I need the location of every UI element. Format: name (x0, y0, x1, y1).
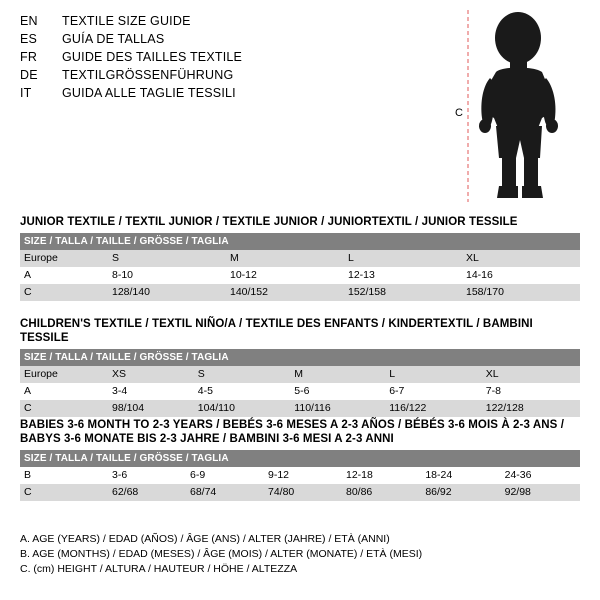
value-cell: 152/158 (344, 284, 462, 301)
size-cell: L (344, 250, 462, 267)
row-label: C (20, 484, 108, 501)
table-header-row (20, 233, 580, 250)
section-title: BABIES 3-6 MONTH TO 2-3 YEARS / BEBÉS 3-6 MESES A 2-3 AÑOS / BÉBÉS 3-6 MOIS À 2-3 ANS / BABYS 3-6 MONATE BIS 2-3 JAHRE / BAMBINI 3-6 MESI A 2-3 ANNI (20, 419, 564, 445)
language-row (20, 86, 440, 104)
section-junior (20, 215, 580, 301)
size-cell: M (290, 366, 385, 383)
value-cell: 86/92 (421, 484, 500, 501)
size-header-label: SIZE / TALLA / TAILLE / GRÖSSE / TAGLIA (24, 236, 229, 247)
value-cell: 10-12 (226, 267, 344, 284)
junior-size-table (20, 233, 580, 301)
language-code: DE (20, 68, 38, 82)
table-row (20, 250, 580, 267)
value-cell: 12-18 (342, 467, 421, 484)
language-row (20, 14, 440, 32)
table-row (20, 267, 580, 284)
value-cell: 4-5 (194, 383, 291, 400)
size-header-label: SIZE / TALLA / TAILLE / GRÖSSE / TAGLIA (24, 453, 229, 464)
table-row (20, 284, 580, 301)
language-title: GUIDE DES TAILLES TEXTILE (62, 50, 243, 64)
table-row (20, 366, 580, 383)
value-cell: 3-4 (108, 383, 194, 400)
legend-line: B. AGE (MONTHS) / EDAD (MESES) / ÂGE (MOIS) / ALTER (MONATE) / ETÀ (MESI) (20, 548, 423, 560)
language-title: GUÍA DE TALLAS (62, 32, 165, 46)
table-header-row (20, 349, 580, 366)
value-cell: 6-9 (186, 467, 264, 484)
size-cell: XL (462, 250, 580, 267)
value-cell: 24-36 (501, 467, 580, 484)
row-label: B (20, 467, 108, 484)
size-cell: S (108, 250, 226, 267)
value-cell: 110/116 (290, 400, 385, 417)
language-row (20, 68, 440, 86)
row-label: A (20, 267, 108, 284)
value-cell: 122/128 (482, 400, 580, 417)
value-cell: 140/152 (226, 284, 344, 301)
language-code: FR (20, 50, 38, 64)
legend-line: C. (cm) HEIGHT / ALTURA / HAUTEUR / HÖHE / ALTEZZA (20, 563, 298, 575)
size-cell: XL (482, 366, 580, 383)
language-code: EN (20, 14, 38, 28)
child-silhouette-icon (450, 6, 590, 206)
language-title: GUIDA ALLE TAGLIE TESSILI (62, 86, 236, 100)
language-title: TEXTILE SIZE GUIDE (62, 14, 191, 28)
value-cell: 8-10 (108, 267, 226, 284)
language-row (20, 50, 440, 68)
legend-line: A. AGE (YEARS) / EDAD (AÑOS) / ÂGE (ANS) / ALTER (JAHRE) / ETÀ (ANNI) (20, 533, 390, 545)
size-header-label: SIZE / TALLA / TAILLE / GRÖSSE / TAGLIA (24, 352, 229, 363)
children-size-table (20, 349, 580, 417)
language-title-block (20, 14, 440, 104)
value-cell: 68/74 (186, 484, 264, 501)
value-cell: 7-8 (482, 383, 580, 400)
section-title: CHILDREN'S TEXTILE / TEXTIL NIÑO/A / TEXTILE DES ENFANTS / KINDERTEXTIL / BAMBINI TESSILE (20, 318, 533, 344)
section-children (20, 317, 580, 417)
value-cell: 18-24 (421, 467, 500, 484)
value-cell: 104/110 (194, 400, 291, 417)
table-row (20, 400, 580, 417)
section-title: JUNIOR TEXTILE / TEXTIL JUNIOR / TEXTILE JUNIOR / JUNIORTEXTIL / JUNIOR TESSILE (20, 216, 518, 228)
row-label: Europe (20, 366, 108, 383)
value-cell: 12-13 (344, 267, 462, 284)
size-cell: S (194, 366, 291, 383)
language-title: TEXTILGRÖSSENFÜHRUNG (62, 68, 234, 82)
table-row (20, 467, 580, 484)
table-row (20, 383, 580, 400)
row-label: C (20, 400, 108, 417)
section-babies (20, 418, 580, 501)
language-code: IT (20, 86, 32, 100)
row-label: Europe (20, 250, 108, 267)
value-cell: 5-6 (290, 383, 385, 400)
size-cell: XS (108, 366, 194, 383)
value-cell: 158/170 (462, 284, 580, 301)
row-label: A (20, 383, 108, 400)
value-cell: 14-16 (462, 267, 580, 284)
value-cell: 9-12 (264, 467, 342, 484)
value-cell: 98/104 (108, 400, 194, 417)
value-cell: 92/98 (501, 484, 580, 501)
value-cell: 62/68 (108, 484, 186, 501)
value-cell: 3-6 (108, 467, 186, 484)
size-cell: L (385, 366, 482, 383)
value-cell: 116/122 (385, 400, 482, 417)
value-cell: 80/86 (342, 484, 421, 501)
table-header-row (20, 450, 580, 467)
height-measure-label: C (455, 107, 463, 119)
row-label: C (20, 284, 108, 301)
child-silhouette-figure (450, 6, 590, 206)
legend-block (20, 532, 580, 577)
babies-size-table (20, 450, 580, 501)
value-cell: 74/80 (264, 484, 342, 501)
value-cell: 6-7 (385, 383, 482, 400)
value-cell: 128/140 (108, 284, 226, 301)
language-row (20, 32, 440, 50)
size-cell: M (226, 250, 344, 267)
language-code: ES (20, 32, 38, 46)
table-row (20, 484, 580, 501)
